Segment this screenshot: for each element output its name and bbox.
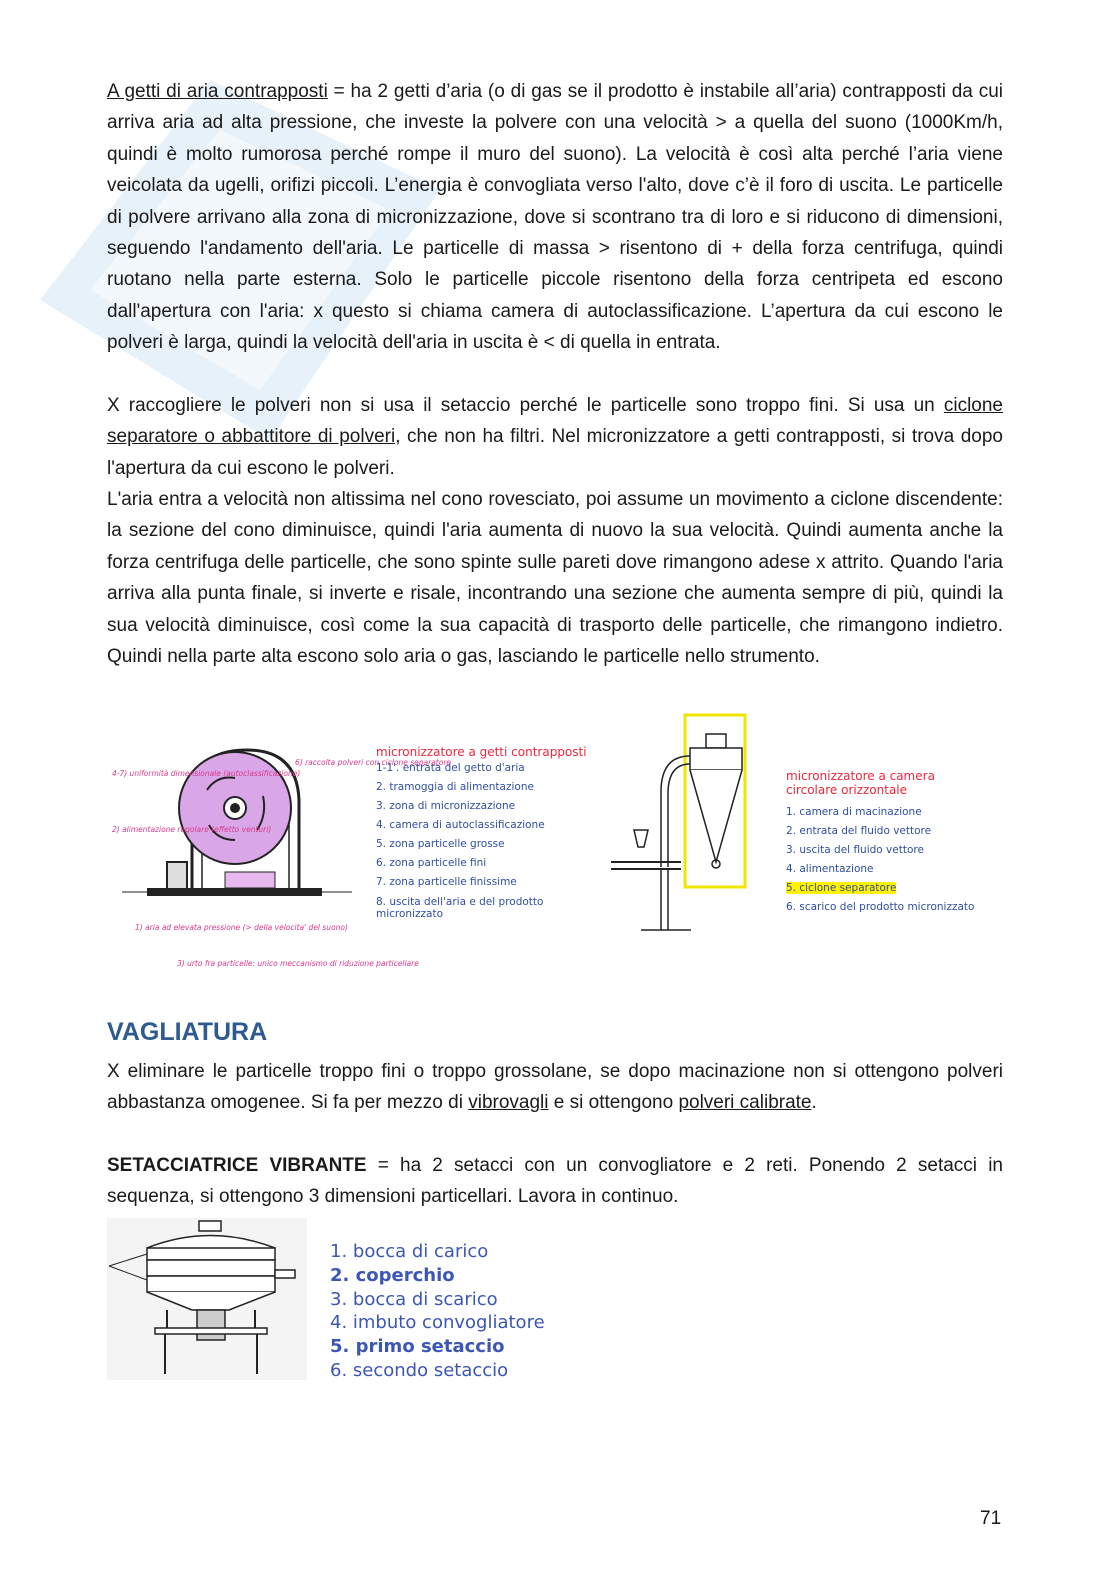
section-heading: VAGLIATURA [107, 1018, 268, 1046]
legend-item: 4. imbuto convogliatore [330, 1312, 545, 1334]
paragraph2-before: X raccogliere le polveri non si usa il setaccio perché le particelle sono troppo fini. Si usa un [107, 395, 944, 416]
legend-item-highlighted: 5. ciclone separatore [786, 882, 897, 894]
legend-item: 2. tramoggia di alimentazione [376, 781, 534, 793]
legend-item: 7. zona particelle finissime [376, 876, 517, 888]
legend-item: 5. zona particelle grosse [376, 838, 505, 850]
legend-item: 8. uscita dell'aria e del prodotto micronizzato [376, 896, 544, 920]
paragraph3-text: L'aria entra a velocità non altissima nel cono rovesciato, poi assume un movimento a ciclone discendente: la sezione del cono diminuisce, quindi l'aria aumenta di nuovo la sua velocità. Quindi aumenta anche la forza centrifuga delle particelle, che sono spinte sulle pareti dove rimangono adese x attrito. Quando l'aria arriva alla punta finale, si inverte e risale, incontrando una sezione che aumenta sempre di più, quindi la sua velocità diminuisce, così come la sua capacità di trasporto delle particelle, che rimangono indietro. Quindi nella parte alta escono solo aria o gas, lasciando le particelle nello strumento. [107, 489, 1003, 668]
legend-title: micronizzatore a getti contrapposti [376, 745, 587, 759]
paragraph-setacciatrice [107, 1150, 1003, 1213]
legend-item: 6. secondo setaccio [330, 1359, 509, 1381]
legend-camera-circolare [786, 769, 974, 917]
legend-item: 5. primo setaccio [330, 1336, 505, 1358]
page-number: 71 [980, 1508, 1002, 1529]
legend-item: 6. scarico del prodotto micronizzato [786, 901, 975, 913]
term-getti-contrapposti: A getti di aria contrapposti [107, 81, 328, 102]
p4-middle: e si ottengono [548, 1092, 679, 1114]
paragraph2-after: , che non ha filtri. Nel micronizzatore a getti contrapposti, si trova dopo l'apertura da cui escono le polveri. [107, 426, 1003, 479]
legend-title: micronizzatore a camera circolare orizzontale [786, 769, 935, 797]
label-6: 6) raccolta polveri con ciclone separatore [295, 758, 452, 767]
p5-text: = ha 2 setacci con un convogliatore e 2 reti. Ponendo 2 setacci in sequenza, si ottengono 3 dimensioni particellari. Lavora in continuo. [107, 1155, 1003, 1208]
legend-item: 4. alimentazione [786, 863, 874, 875]
p4-before: X eliminare le particelle troppo fini o troppo grossolane, se dopo macinazione non si ottengono polveri abbastanza omogenee. Si fa per mezzo di [107, 1061, 1003, 1114]
term-setacciatrice-vibrante: SETACCIATRICE VIBRANTE [107, 1155, 367, 1176]
legend-item: 3. uscita del fluido vettore [786, 844, 924, 856]
label-1: 1) aria ad elevata pressione (> della velocita' del suono) [135, 923, 348, 932]
legend-item: 3. bocca di scarico [330, 1288, 498, 1310]
legend-item: 4. camera di autoclassificazione [376, 819, 545, 831]
cyclone-diagram [606, 712, 786, 937]
paragraph-raccolta-polveri [107, 390, 1003, 484]
label-4-7: 4-7) uniformità dimensionale (autoclassificazione) [112, 769, 301, 778]
term-polveri-calibrate: polveri calibrate [678, 1092, 812, 1114]
legend-item: 1-1'. entrata del getto d'aria [376, 762, 525, 774]
paragraph-getti-contrapposti [107, 76, 1003, 359]
term-vibrovagli: vibrovagli [468, 1092, 549, 1114]
vibrating-sieve-diagram [107, 1218, 307, 1380]
legend-setacciatrice [330, 1240, 545, 1383]
p4-after: . [811, 1092, 817, 1114]
legend-micronizer-getti [376, 745, 587, 920]
legend-item: 3. zona di micronizzazione [376, 800, 516, 812]
legend-item: 6. zona particelle fini [376, 857, 487, 869]
legend-item: 1. camera di macinazione [786, 806, 922, 818]
legend-item: 2. entrata del fluido vettore [786, 825, 932, 837]
legend-item: 1. bocca di carico [330, 1241, 489, 1262]
paragraph-ciclone [107, 484, 1003, 672]
paragraph1-text: = ha 2 getti d’aria (o di gas se il prodotto è instabile all’aria) contrapposti da cui arriva aria ad alta pressione, che investe la polvere con una velocità > a quella del suono (1000Km/h, quindi è molto rumorosa perché rompe il muro del suono). La velocità è così alta perché l’aria viene veicolata da ugelli, orifizi piccoli. L’energia è convogliata verso l'alto, dove c’è il foro di uscita. Le particelle di polvere arrivano alla zona di micronizzazione, dove si scontrano tra di loro e si riducono di dimensioni, seguendo l'andamento dell'aria. Le particelle di massa > risentono di + della forza centrifuga, quindi ruotano nella parte esterna. Solo le particelle piccole risentono della forza centripeta ed escono dall'apertura con l'aria: x questo si chiama camera di autoclassificazione. L’apertura da cui escono le polveri è larga, quindi la velocità dell'aria in uscita è < di quella in entrata. [107, 81, 1003, 354]
paragraph-vagliatura [107, 1056, 1003, 1119]
label-2: 2) alimentazione regolare (effetto venturi) [112, 825, 272, 834]
term-ciclone-separatore: ciclone separatore o abbattitore di polveri [107, 395, 1003, 448]
legend-item: 2. coperchio [330, 1264, 455, 1286]
label-3: 3) urto fra particelle: unico meccanismo di riduzione particellare [177, 959, 419, 968]
